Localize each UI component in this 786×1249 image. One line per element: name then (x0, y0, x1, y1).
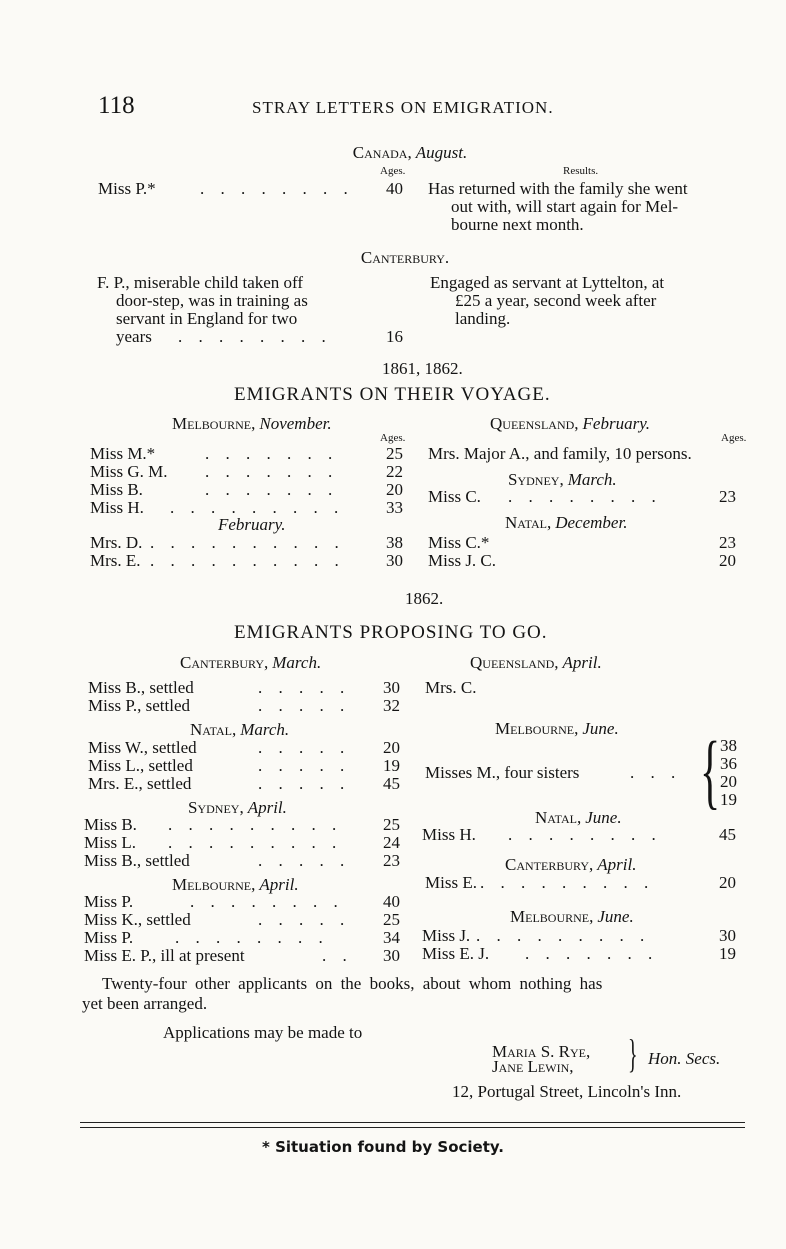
canterbury-heading: Canterbury. (360, 248, 450, 267)
proposing-row: Miss B., settled (84, 851, 190, 870)
dot-leader: . . . . . . . . . (168, 833, 343, 852)
dot-leader: . . . (630, 763, 682, 782)
proposing-year: 1862. (405, 589, 444, 608)
proposing-age: 30 (719, 926, 736, 945)
proposing-row: Mrs. E., settled (88, 774, 192, 793)
dot-leader: . . . . . . . . (508, 825, 662, 844)
proposing-age: 19 (383, 756, 400, 775)
sydney-march-heading: Sydney, March. (508, 470, 617, 489)
voyage-age: 20 (719, 551, 736, 570)
natal-june-heading: Natal, June. (535, 808, 622, 827)
dot-leader: . . . . . . . (205, 462, 339, 481)
dot-leader: . . . . . (258, 910, 351, 929)
canterbury-result-2: £25 a year, second week after (455, 291, 657, 310)
canterbury-result-1: Engaged as servant at Lyttelton, at (430, 273, 665, 292)
proposing-age: 20 (720, 772, 737, 791)
proposing-row: Miss B. (84, 815, 137, 834)
melbourne-nov-heading: Melbourne, November. (172, 414, 332, 433)
natal-march-heading: Natal, March. (190, 720, 290, 739)
voyage-row: Mrs. E. (90, 551, 141, 570)
proposing-row: Miss E. P., ill at present (84, 946, 245, 965)
proposing-age: 45 (383, 774, 400, 793)
proposing-row: Misses M., four sisters (425, 763, 580, 782)
page-number: 118 (98, 92, 135, 119)
proposing-heading: EMIGRANTS PROPOSING TO GO. (234, 622, 548, 643)
proposing-row: Miss K., settled (84, 910, 191, 929)
canterbury-desc-2: door-step, was in training as (116, 291, 308, 310)
canterbury-desc-1: F. P., miserable child taken off (97, 273, 304, 292)
dot-leader: . . . . . (258, 774, 351, 793)
dot-leader: . . . . . . . (205, 480, 339, 499)
voyage-row: Miss G. M. (90, 462, 168, 481)
voyage-age: 30 (386, 551, 403, 570)
proposing-row: Miss P. (84, 928, 134, 947)
proposing-age: 38 (720, 736, 737, 755)
proposing-row: Miss E. J. (422, 944, 490, 963)
proposing-row: Miss W., settled (88, 738, 197, 757)
proposing-row: Miss E. (425, 873, 477, 892)
voyage-ages-right: Ages. (721, 432, 747, 444)
canada-result-2: out with, will start again for Mel- (451, 197, 679, 216)
proposing-age: 36 (720, 754, 737, 773)
canterbury-desc-3: servant in England for two (116, 309, 298, 328)
applications-line: Applications may be made to (163, 1023, 363, 1042)
footnote: * Situation found by Society. (262, 1138, 504, 1156)
voyage-age: 25 (386, 444, 403, 463)
queensland-line: Mrs. Major A., and family, 10 persons. (428, 444, 692, 463)
secretary-brace: } (628, 1031, 638, 1076)
dot-leader: . . . . . . . (525, 944, 659, 963)
dot-leader: . . . . . (258, 851, 351, 870)
proposing-row: Mrs. C. (425, 678, 477, 697)
closing-line-2: yet been arranged. (82, 994, 208, 1013)
proposing-row: Miss P., settled (88, 696, 191, 715)
dot-leader: . . (322, 946, 353, 965)
proposing-age: 24 (383, 833, 400, 852)
dot-leader: . . . . . . . . . (170, 498, 345, 517)
canada-result-1: Has returned with the family she went (428, 179, 688, 198)
melbourne-june-heading: Melbourne, June. (495, 719, 619, 738)
proposing-age: 19 (719, 944, 736, 963)
proposing-age: 34 (383, 928, 400, 947)
dot-leader: . . . . . . . . (508, 487, 662, 506)
dot-leader: . . . . . . . . . . (150, 551, 345, 570)
proposing-age: 40 (383, 892, 400, 911)
dot-leader: . . . . . . . . . (168, 815, 343, 834)
secretary-1: Maria S. Rye, (492, 1042, 591, 1061)
sydney-april-heading: Sydney, April. (188, 798, 287, 817)
voyage-row: Mrs. D. (90, 533, 143, 552)
voyage-age: 38 (386, 533, 403, 552)
running-head: STRAY LETTERS ON EMIGRATION. (252, 98, 554, 117)
canterbury-result-3: landing. (455, 309, 511, 328)
dot-leader: . . . . . (258, 756, 351, 775)
voyage-age: 22 (386, 462, 403, 481)
canada-heading: Canada, August. (352, 143, 468, 162)
voyage-heading: EMIGRANTS ON THEIR VOYAGE. (234, 384, 551, 405)
dot-leader: . . . . . . . . . (476, 926, 651, 945)
proposing-age: 19 (720, 790, 737, 809)
proposing-row: Miss J. (422, 926, 471, 945)
ages-label: Ages. (380, 165, 406, 177)
dot-leader: . . . . . . . (205, 444, 339, 463)
canada-result-3: bourne next month. (451, 215, 584, 234)
canterbury-desc-4: years (116, 327, 152, 346)
dot-leader: . . . . . . . . (190, 892, 344, 911)
voyage-row: Miss B. (90, 480, 143, 499)
canterbury-age: 16 (386, 327, 403, 346)
dot-leader: . . . . . . . . . . (150, 533, 345, 552)
footnote-rule (80, 1122, 745, 1123)
dot-leader: . . . . . . . . . (480, 873, 655, 892)
voyage-age: 23 (719, 487, 736, 506)
right-brace: { (700, 725, 721, 818)
footnote-rule-2 (80, 1127, 745, 1128)
proposing-row: Miss H. (422, 825, 476, 844)
dot-leader: . . . . . (258, 696, 351, 715)
proposing-age: 45 (719, 825, 736, 844)
voyage-row: Miss M.* (90, 444, 156, 463)
dot-leader: . . . . . . . . (175, 928, 329, 947)
dot-leader: . . . . . . . . (178, 327, 332, 346)
address: 12, Portugal Street, Lincoln's Inn. (452, 1082, 682, 1101)
canada-name: Miss P.* (98, 179, 156, 198)
queensland-feb-heading: Queensland, February. (490, 414, 651, 433)
proposing-age: 25 (383, 815, 400, 834)
proposing-age: 20 (383, 738, 400, 757)
proposing-age: 20 (719, 873, 736, 892)
dot-leader: . . . . . (258, 678, 351, 697)
canada-age: 40 (386, 179, 403, 198)
voyage-row: Miss J. C. (428, 551, 497, 570)
voyage-row: Miss C. (428, 487, 481, 506)
melbourne-april-heading: Melbourne, April. (172, 875, 299, 894)
canterbury-march-heading: Canterbury, March. (180, 653, 322, 672)
voyage-age: 33 (386, 498, 403, 517)
voyage-row: Miss C.* (428, 533, 490, 552)
voyage-age: 20 (386, 480, 403, 499)
canterbury-april-heading: Canterbury, April. (505, 855, 637, 874)
proposing-row: Miss B., settled (88, 678, 194, 697)
voyage-years: 1861, 1862. (382, 359, 463, 378)
voyage-ages-left: Ages. (380, 432, 406, 444)
proposing-age: 32 (383, 696, 400, 715)
dot-leader: . . . . . . . . (200, 179, 354, 198)
proposing-row: Miss P. (84, 892, 134, 911)
proposing-age: 30 (383, 946, 400, 965)
voyage-row: Miss H. (90, 498, 144, 517)
natal-dec-heading: Natal, December. (505, 513, 628, 532)
secretary-2: Jane Lewin, (492, 1057, 574, 1076)
proposing-row: Miss L. (84, 833, 136, 852)
voyage-age: 23 (719, 533, 736, 552)
melbourne-june-heading-2: Melbourne, June. (510, 907, 634, 926)
proposing-age: 30 (383, 678, 400, 697)
proposing-age: 25 (383, 910, 400, 929)
queensland-april-heading: Queensland, April. (470, 653, 602, 672)
proposing-row: Miss L., settled (88, 756, 193, 775)
dot-leader: . . . . . (258, 738, 351, 757)
february-subheading: February. (218, 515, 286, 534)
closing-line-1: Twenty-four other applicants on the books, about whom nothing has (102, 974, 603, 993)
results-label: Results. (563, 165, 599, 177)
hon-secs: Hon. Secs. (648, 1049, 721, 1068)
proposing-age: 23 (383, 851, 400, 870)
